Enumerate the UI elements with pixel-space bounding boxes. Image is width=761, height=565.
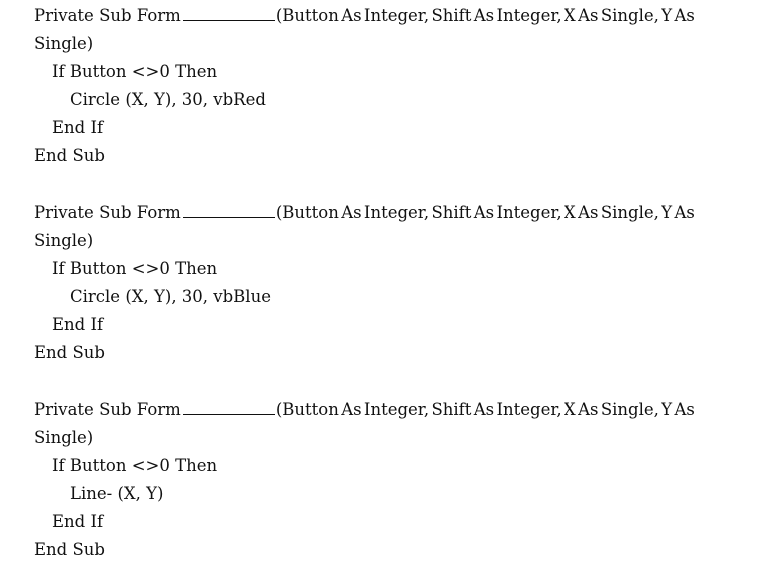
sub-header-word: Integer, xyxy=(496,400,562,419)
sub-header-word: (Button xyxy=(275,400,339,419)
sub-header-line xyxy=(34,396,695,424)
sub-header-line xyxy=(34,2,695,30)
sub-header-word: As xyxy=(674,400,695,419)
sub-header-word: As xyxy=(578,6,599,25)
sub-header-word: Integer, xyxy=(496,6,562,25)
sub-header-word: X xyxy=(564,203,576,222)
end-if-line: End If xyxy=(52,315,104,334)
sub-header-word: As xyxy=(578,400,599,419)
sub-header-word: Integer, xyxy=(363,6,430,25)
body-line: Circle (X, Y), 30, vbBlue xyxy=(70,287,271,306)
sub-header-word: Shift xyxy=(431,400,472,419)
end-sub-line: End Sub xyxy=(34,146,105,165)
code-block-1 xyxy=(34,2,695,170)
sub-header-word: As xyxy=(674,203,695,222)
sub-header-word: (Button xyxy=(275,203,339,222)
sub-header-word: X xyxy=(564,400,576,419)
sub-header-wrap: Single) xyxy=(34,231,94,250)
sub-header-start: Private Sub Form xyxy=(34,400,181,419)
sub-header-word: As xyxy=(578,203,599,222)
fill-in-blank xyxy=(183,201,275,218)
code-block-3 xyxy=(34,396,695,564)
sub-header-start: Private Sub Form xyxy=(34,6,181,25)
end-sub-line: End Sub xyxy=(34,343,105,362)
end-if-line: End If xyxy=(52,118,104,137)
sub-header-word: As xyxy=(341,203,362,222)
sub-header-word: As xyxy=(674,6,695,25)
fill-in-blank xyxy=(183,398,275,415)
sub-header-word: Integer, xyxy=(363,400,430,419)
end-if-line: End If xyxy=(52,512,104,531)
sub-header-word: As xyxy=(341,6,362,25)
fill-in-blank xyxy=(183,4,275,21)
sub-header-word: As xyxy=(473,6,495,25)
if-line: If Button <>0 Then xyxy=(52,259,218,278)
code-block-2 xyxy=(34,199,695,367)
sub-header-wrap: Single) xyxy=(34,428,94,447)
sub-header-start: Private Sub Form xyxy=(34,203,181,222)
sub-header-word: As xyxy=(473,203,495,222)
if-line: If Button <>0 Then xyxy=(52,62,218,81)
sub-header-word: Single, xyxy=(600,400,659,419)
if-line: If Button <>0 Then xyxy=(52,456,218,475)
sub-header-word: Y xyxy=(661,203,673,222)
sub-header-word: Integer, xyxy=(363,203,430,222)
sub-header-word: Integer, xyxy=(496,203,562,222)
sub-header-wrap: Single) xyxy=(34,34,94,53)
sub-header-word: Shift xyxy=(431,6,472,25)
sub-header-word: Single, xyxy=(600,203,659,222)
body-line: Circle (X, Y), 30, vbRed xyxy=(70,90,266,109)
sub-header-word: As xyxy=(473,400,495,419)
sub-header-word: (Button xyxy=(275,6,339,25)
end-sub-line: End Sub xyxy=(34,540,105,559)
sub-header-word: Shift xyxy=(431,203,472,222)
body-line: Line- (X, Y) xyxy=(70,484,164,503)
sub-header-word: X xyxy=(564,6,576,25)
sub-header-word: Y xyxy=(661,6,673,25)
sub-header-word: As xyxy=(341,400,362,419)
sub-header-word: Y xyxy=(661,400,673,419)
sub-header-line xyxy=(34,199,695,227)
sub-header-word: Single, xyxy=(600,6,659,25)
